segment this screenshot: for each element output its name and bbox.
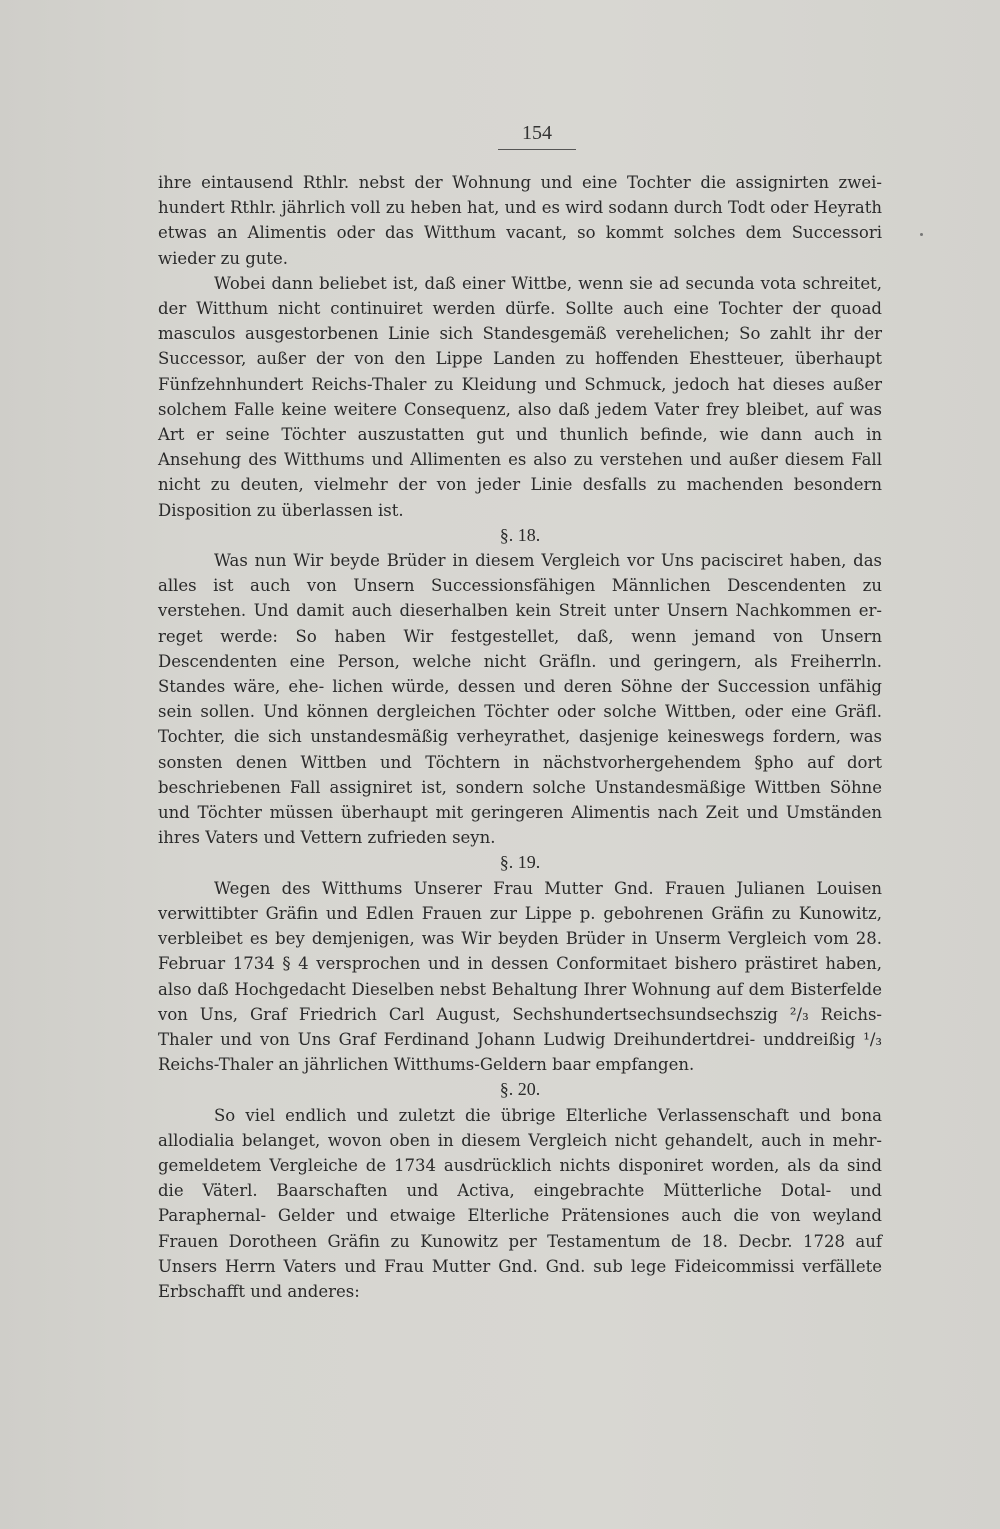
section-heading-18: §. 18.: [499, 524, 541, 545]
paragraph: Was nun Wir beyde Brüder in diesem Vergleich vor Uns pacisciret haben, das alles ist auch von Unsern Successionsfähigen Männlichen Descendenten zu verstehen. Und damit auch dieserhalben kein Streit unter Unsern Nachkommen er- reget werde: So haben Wir festgestellet, daß, wenn jemand von Unsern Descendenten eine Person, welche nicht Gräfln. und geringern, als Freiherrln. Standes wäre, ehe- lichen würde, dessen und deren Söhne der Succession unfähig sein sollen. Und können dergleichen Töchter oder solche Wittben, oder eine Gräfl. Tochter, die sich unstandesmäßig verheyrathet, dasjenige keineswegs fordern, was sonsten denen Wittben und Töchtern in nächstvorhergehendem §pho auf dort beschriebenen Fall assigniret ist, sondern solche Unstandesmäßige Wittben Söhne und Töchter müssen überhaupt mit geringeren Alimentis nach Zeit und Umständen ihres Vaters und Vettern zufrieden seyn.: [158, 551, 882, 848]
paragraph: ihre eintausend Rthlr. nebst der Wohnung und eine Tochter die assignirten zwei- hundert Rthlr. jährlich voll zu heben hat, und es wird sodann durch Todt oder Heyrath etwas an Alimentis oder das Witthum vacant, so kommt solches dem Successori wieder zu gute.: [158, 173, 882, 268]
body-text: [158, 170, 882, 1304]
section-heading-19: §. 19.: [499, 852, 541, 873]
paper-speck: [920, 233, 923, 236]
page-number: 154: [522, 122, 552, 144]
paragraph: Wegen des Witthums Unserer Frau Mutter Gnd. Frauen Julianen Louisen verwittibter Gräfin und Edlen Frauen zur Lippe p. gebohrenen Gräfin zu Kunowitz, verbleibet es bey demjenigen, was Wir beyden Brüder in Unserm Vergleich vom 28. Februar 1734 § 4 versprochen und in dessen Conformitaet bishero prästiret haben, also daß Hochgedacht Dieselben nebst Behaltung Ihrer Wohnung auf dem Bisterfelde von Uns, Graf Friedrich Carl August, Sechshundertsechsundsechszig ²/₃ Reichs-Thaler und von Uns Graf Ferdinand Johann Ludwig Dreihundertdrei- unddreißig ¹/₃ Reichs-Thaler an jährlichen Witthums-Geldern baar empfangen.: [158, 878, 882, 1075]
page-header: [498, 122, 576, 150]
section-heading-20: §. 20.: [499, 1079, 541, 1100]
paragraph: So viel endlich und zuletzt die übrige Elterliche Verlassenschaft und bona allodialia belanget, wovon oben in diesem Vergleich nicht gehandelt, auch in mehr- gemeldetem Vergleiche de 1734 ausdrücklich nichts disponiret worden, als da sind die Väterl. Baarschaften und Activa, eingebrachte Mütterliche Dotal- und Paraphernal- Gelder und etwaige Elterliche Prätensiones auch die von weyland Frauen Dorotheen Gräfin zu Kunowitz per Testamentum de 18. Decbr. 1728 auf Unsers Herrn Vaters und Frau Mutter Gnd. Gnd. sub lege Fideicommissi verfällete Erbschafft und anderes:: [158, 1105, 882, 1301]
header-rule: [498, 149, 576, 150]
paragraph: Wobei dann beliebet ist, daß einer Wittbe, wenn sie ad secunda vota schreitet, der Witthum nicht continuiret werden dürfe. Sollte auch eine Tochter der quoad masculos ausgestorbenen Linie sich Standesgemäß verehelichen; So zahlt ihr der Successor, außer der von den Lippe Landen zu hoffenden Ehestteuer, überhaupt Fünfzehnhundert Reichs-Thaler zu Kleidung und Schmuck, jedoch hat dieses außer solchem Falle keine weitere Consequenz, also daß jedem Vater frey bleibet, auf was Art er seine Töchter auszustatten gut und thunlich befinde, wie dann auch in Ansehung des Witthums und Allimenten es also zu verstehen und außer diesem Fall nicht zu deuten, vielmehr der von jeder Linie desfalls zu machenden besondern Disposition zu überlassen ist.: [158, 273, 882, 520]
